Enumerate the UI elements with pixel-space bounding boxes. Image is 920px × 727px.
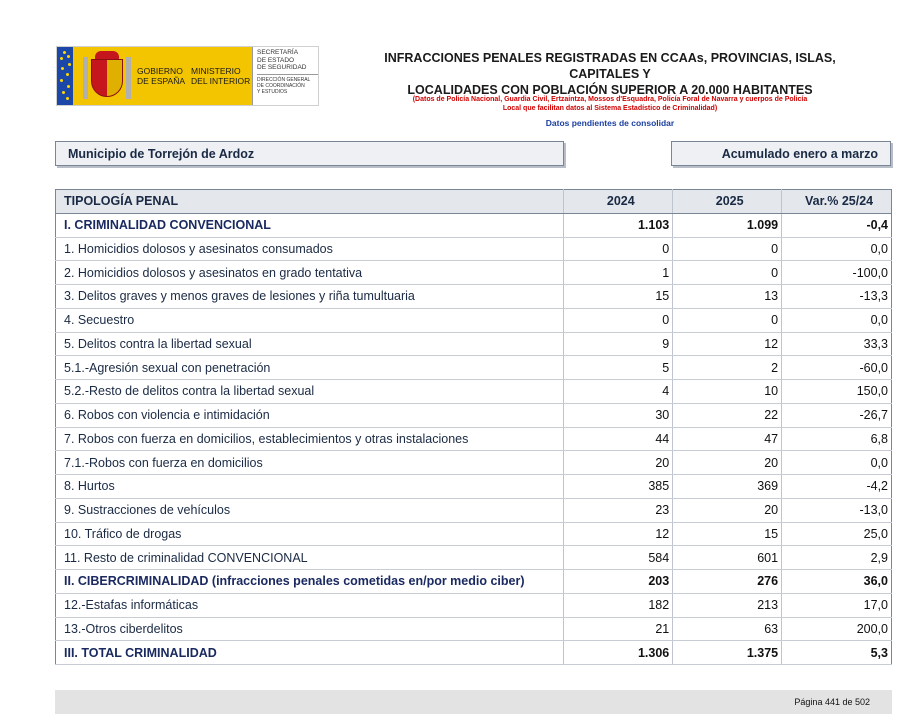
municipality-box <box>55 141 564 166</box>
row-value-2024: 23 <box>564 498 673 522</box>
page-number: Página 441 de 502 <box>794 697 870 707</box>
row-variation: 200,0 <box>782 617 892 641</box>
municipality-label: Municipio de Torrejón de Ardoz <box>68 146 255 161</box>
page-footer <box>55 690 892 714</box>
subtitle-line-1: (Datos de Policía Nacional, Guardia Civil, Ertzaintza, Mossos d'Esquadra, Policía Foral de Navarra y cuerpos de Policía <box>412 96 808 103</box>
row-label: 10. Tráfico de drogas <box>56 522 564 546</box>
report-header <box>0 0 920 135</box>
row-value-2025: 2 <box>673 356 782 380</box>
row-value-2025: 13 <box>673 285 782 309</box>
row-label: 13.-Otros ciberdelitos <box>56 617 564 641</box>
row-label: 5. Delitos contra la libertad sexual <box>56 332 564 356</box>
row-value-2024: 1 <box>564 261 673 285</box>
header-variation: Var.% 25/24 <box>782 190 892 214</box>
row-variation: -26,7 <box>782 403 892 427</box>
row-value-2024: 203 <box>564 570 673 594</box>
row-variation: 6,8 <box>782 427 892 451</box>
sec-line-3: DE SEGURIDAD <box>257 64 307 71</box>
header-tipologia: TIPOLOGÍA PENAL <box>56 190 564 214</box>
crime-table <box>55 189 892 665</box>
header-2025: 2025 <box>673 190 782 214</box>
table-row <box>56 570 892 594</box>
row-variation: 2,9 <box>782 546 892 570</box>
row-value-2024: 385 <box>564 475 673 499</box>
row-variation: 5,3 <box>782 641 892 665</box>
table-row <box>56 213 892 237</box>
row-label: I. CRIMINALIDAD CONVENCIONAL <box>56 213 564 237</box>
report-title <box>355 50 865 98</box>
row-value-2024: 1.306 <box>564 641 673 665</box>
logo-secretariat <box>252 47 318 105</box>
sec-line-1: SECRETARÍA <box>257 49 299 56</box>
row-variation: 17,0 <box>782 593 892 617</box>
row-value-2024: 0 <box>564 237 673 261</box>
row-value-2024: 0 <box>564 308 673 332</box>
table-row <box>56 261 892 285</box>
row-value-2024: 44 <box>564 427 673 451</box>
row-variation: 0,0 <box>782 237 892 261</box>
table-row <box>56 617 892 641</box>
gov-line-2: DE ESPAÑA <box>137 76 186 86</box>
row-label: II. CIBERCRIMINALIDAD (infracciones penales cometidas en/por medio ciber) <box>56 570 564 594</box>
min-line-2: DEL INTERIOR <box>191 76 251 86</box>
row-value-2025: 601 <box>673 546 782 570</box>
row-value-2025: 15 <box>673 522 782 546</box>
row-value-2025: 22 <box>673 403 782 427</box>
row-value-2024: 4 <box>564 380 673 404</box>
row-value-2025: 0 <box>673 237 782 261</box>
table-row <box>56 522 892 546</box>
table-row <box>56 546 892 570</box>
row-variation: -60,0 <box>782 356 892 380</box>
title-line-2: LOCALIDADES CON POBLACIÓN SUPERIOR A 20.000 HABITANTES <box>407 83 813 97</box>
row-label: 7.1.-Robos con fuerza en domicilios <box>56 451 564 475</box>
row-variation: -100,0 <box>782 261 892 285</box>
row-value-2025: 0 <box>673 308 782 332</box>
row-label: 11. Resto de criminalidad CONVENCIONAL <box>56 546 564 570</box>
title-line-1: INFRACCIONES PENALES REGISTRADAS EN CCAAs, PROVINCIAS, ISLAS, CAPITALES Y <box>384 51 836 81</box>
row-value-2025: 1.099 <box>673 213 782 237</box>
row-value-2025: 10 <box>673 380 782 404</box>
table-row <box>56 475 892 499</box>
sec-line-2: DE ESTADO <box>257 56 295 64</box>
row-value-2024: 12 <box>564 522 673 546</box>
row-value-2025: 213 <box>673 593 782 617</box>
row-variation: 36,0 <box>782 570 892 594</box>
row-value-2025: 276 <box>673 570 782 594</box>
row-variation: -13,0 <box>782 498 892 522</box>
row-value-2025: 20 <box>673 498 782 522</box>
row-value-2025: 1.375 <box>673 641 782 665</box>
table-row <box>56 641 892 665</box>
table-row <box>56 451 892 475</box>
row-label: 1. Homicidios dolosos y asesinatos consumados <box>56 237 564 261</box>
header-2024: 2024 <box>564 190 673 214</box>
table-row <box>56 593 892 617</box>
ministry-logo <box>56 46 319 106</box>
table-header-row <box>56 190 892 214</box>
row-label: 5.2.-Resto de delitos contra la libertad sexual <box>56 380 564 404</box>
row-variation: 0,0 <box>782 451 892 475</box>
row-value-2024: 5 <box>564 356 673 380</box>
table-row <box>56 237 892 261</box>
row-value-2025: 47 <box>673 427 782 451</box>
row-value-2024: 30 <box>564 403 673 427</box>
dir-line-2: DE COORDINACIÓN <box>257 82 305 89</box>
row-label: 6. Robos con violencia e intimidación <box>56 403 564 427</box>
report-subtitle <box>370 95 850 113</box>
period-box <box>671 141 891 166</box>
period-label: Acumulado enero a marzo <box>721 146 878 161</box>
dir-line-3: Y ESTUDIOS <box>257 88 288 95</box>
pending-note: Datos pendientes de consolidar <box>545 118 675 128</box>
table-row <box>56 285 892 309</box>
row-value-2024: 584 <box>564 546 673 570</box>
table-row <box>56 308 892 332</box>
row-value-2025: 63 <box>673 617 782 641</box>
row-value-2024: 1.103 <box>564 213 673 237</box>
row-variation: 25,0 <box>782 522 892 546</box>
row-value-2025: 20 <box>673 451 782 475</box>
dir-line-1: DIRECCIÓN GENERAL <box>257 76 311 83</box>
gov-line-1: GOBIERNO <box>137 66 183 76</box>
row-value-2024: 9 <box>564 332 673 356</box>
logo-yellow-band <box>57 47 252 105</box>
row-variation: -4,2 <box>782 475 892 499</box>
row-variation: -0,4 <box>782 213 892 237</box>
row-variation: -13,3 <box>782 285 892 309</box>
coat-of-arms-icon <box>83 51 131 101</box>
table-row <box>56 380 892 404</box>
row-label: 8. Hurtos <box>56 475 564 499</box>
eu-flag-icon <box>57 47 73 105</box>
logo-text <box>137 66 250 86</box>
row-value-2024: 182 <box>564 593 673 617</box>
row-label: 4. Secuestro <box>56 308 564 332</box>
table-row <box>56 332 892 356</box>
row-label: 7. Robos con fuerza en domicilios, establecimientos y otras instalaciones <box>56 427 564 451</box>
row-value-2024: 21 <box>564 617 673 641</box>
row-variation: 150,0 <box>782 380 892 404</box>
min-line-1: MINISTERIO <box>191 66 241 76</box>
row-variation: 0,0 <box>782 308 892 332</box>
table-row <box>56 498 892 522</box>
row-value-2025: 0 <box>673 261 782 285</box>
row-label: 3. Delitos graves y menos graves de lesiones y riña tumultuaria <box>56 285 564 309</box>
table-row <box>56 356 892 380</box>
row-label: 5.1.-Agresión sexual con penetración <box>56 356 564 380</box>
row-value-2025: 369 <box>673 475 782 499</box>
row-value-2024: 15 <box>564 285 673 309</box>
row-label: 9. Sustracciones de vehículos <box>56 498 564 522</box>
row-label: 2. Homicidios dolosos y asesinatos en grado tentativa <box>56 261 564 285</box>
row-label: 12.-Estafas informáticas <box>56 593 564 617</box>
table-row <box>56 427 892 451</box>
row-value-2025: 12 <box>673 332 782 356</box>
row-label: III. TOTAL CRIMINALIDAD <box>56 641 564 665</box>
row-value-2024: 20 <box>564 451 673 475</box>
subtitle-line-2: Local que facilitan datos al Sistema Estadístico de Criminalidad) <box>502 105 718 112</box>
table-row <box>56 403 892 427</box>
table-body <box>56 213 892 664</box>
row-variation: 33,3 <box>782 332 892 356</box>
